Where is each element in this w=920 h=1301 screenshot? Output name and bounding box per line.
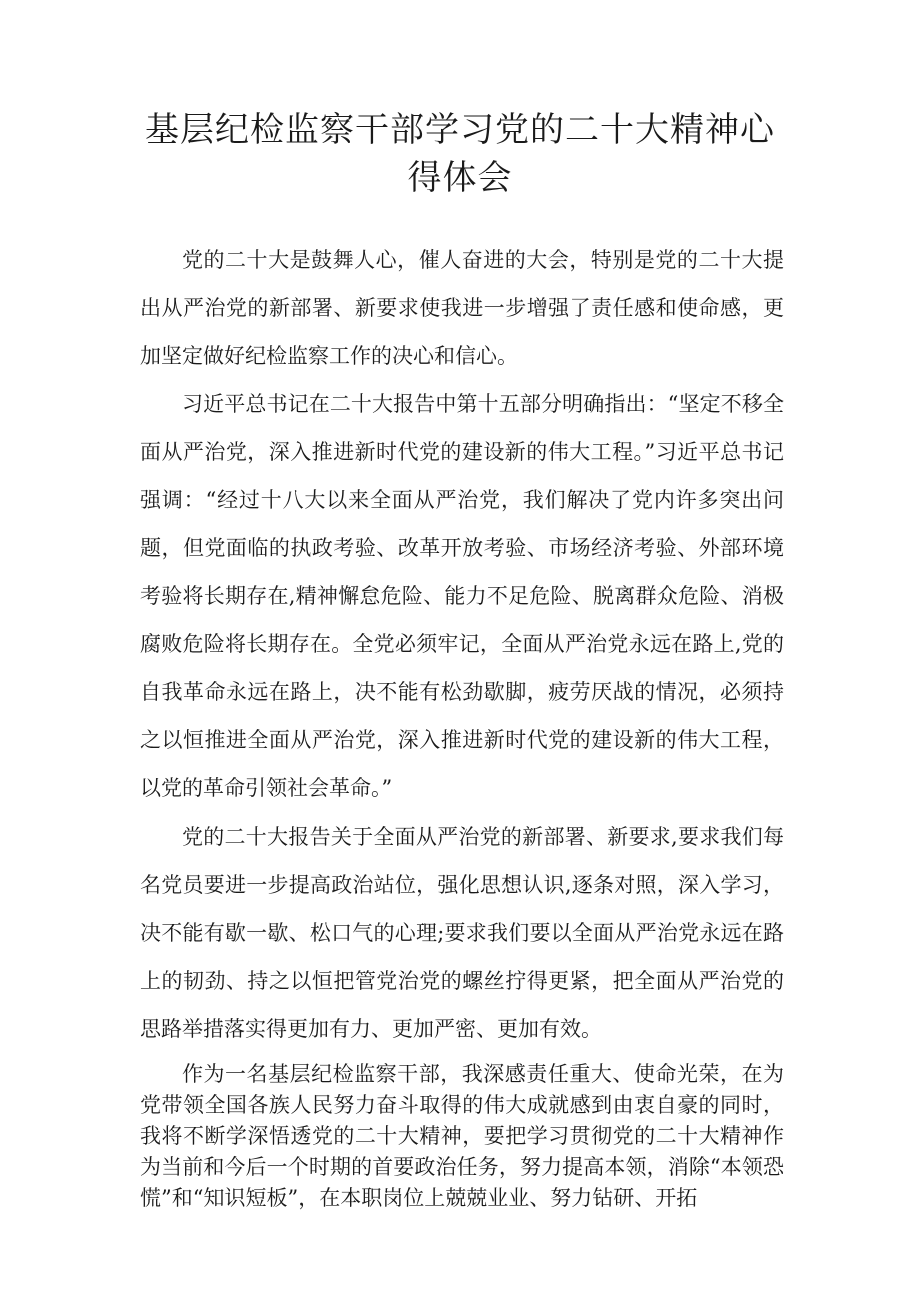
document-title: 基层纪检监察干部学习党的二十大精神心得体会 <box>145 110 775 198</box>
paragraph-3: 党的二十大报告关于全面从严治党的新部署、新要求,要求我们每名党员要进一步提高政治站位，强化思想认识,逐条对照，深入学习，决不能有歇一歇、松口气的心理;要求我们要以全面从严治党永远在路上的韧劲、持之以恒把管党治党的螺丝拧得更紧，把全面从严治党的思路举措落实得更加有力、更加严密、更加有效。 <box>140 825 784 1041</box>
paragraph-4: 作为一名基层纪检监察干部，我深感责任重大、使命光荣，在为党带领全国各族人民努力奋斗取得的伟大成就感到由衷自豪的同时，我将不断学深悟透党的二十大精神，要把学习贯彻党的二十大精神作为当前和今后一个时期的首要政治任务，努力提高本领，消除“本领恐慌”和“知识短板”，在本职岗位上兢兢业业、努力钻研、开拓 <box>140 1062 784 1210</box>
paragraph-2: 习近平总书记在二十大报告中第十五部分明确指出：“坚定不移全面从严治党，深入推进新时代党的建设新的伟大工程。”习近平总书记强调：“经过十八大以来全面从严治党，我们解决了党内许多突出问题，但党面临的执政考验、改革开放考验、市场经济考验、外部环境考验将长期存在,精神懈怠危险、能力不足危险、脱离群众危险、消极腐败危险将长期存在。全党必须牢记，全面从严治党永远在路上,党的自我革命永远在路上，决不能有松劲歇脚，疲劳厌战的情况，必须持之以恒推进全面从严治党，深入推进新时代党的建设新的伟大工程，以党的革命引领社会革命。” <box>140 392 784 800</box>
paragraph-1: 党的二十大是鼓舞人心，催人奋进的大会，特别是党的二十大提出从严治党的新部署、新要求使我进一步增强了责任感和使命感，更加坚定做好纪检监察工作的决心和信心。 <box>140 248 784 368</box>
